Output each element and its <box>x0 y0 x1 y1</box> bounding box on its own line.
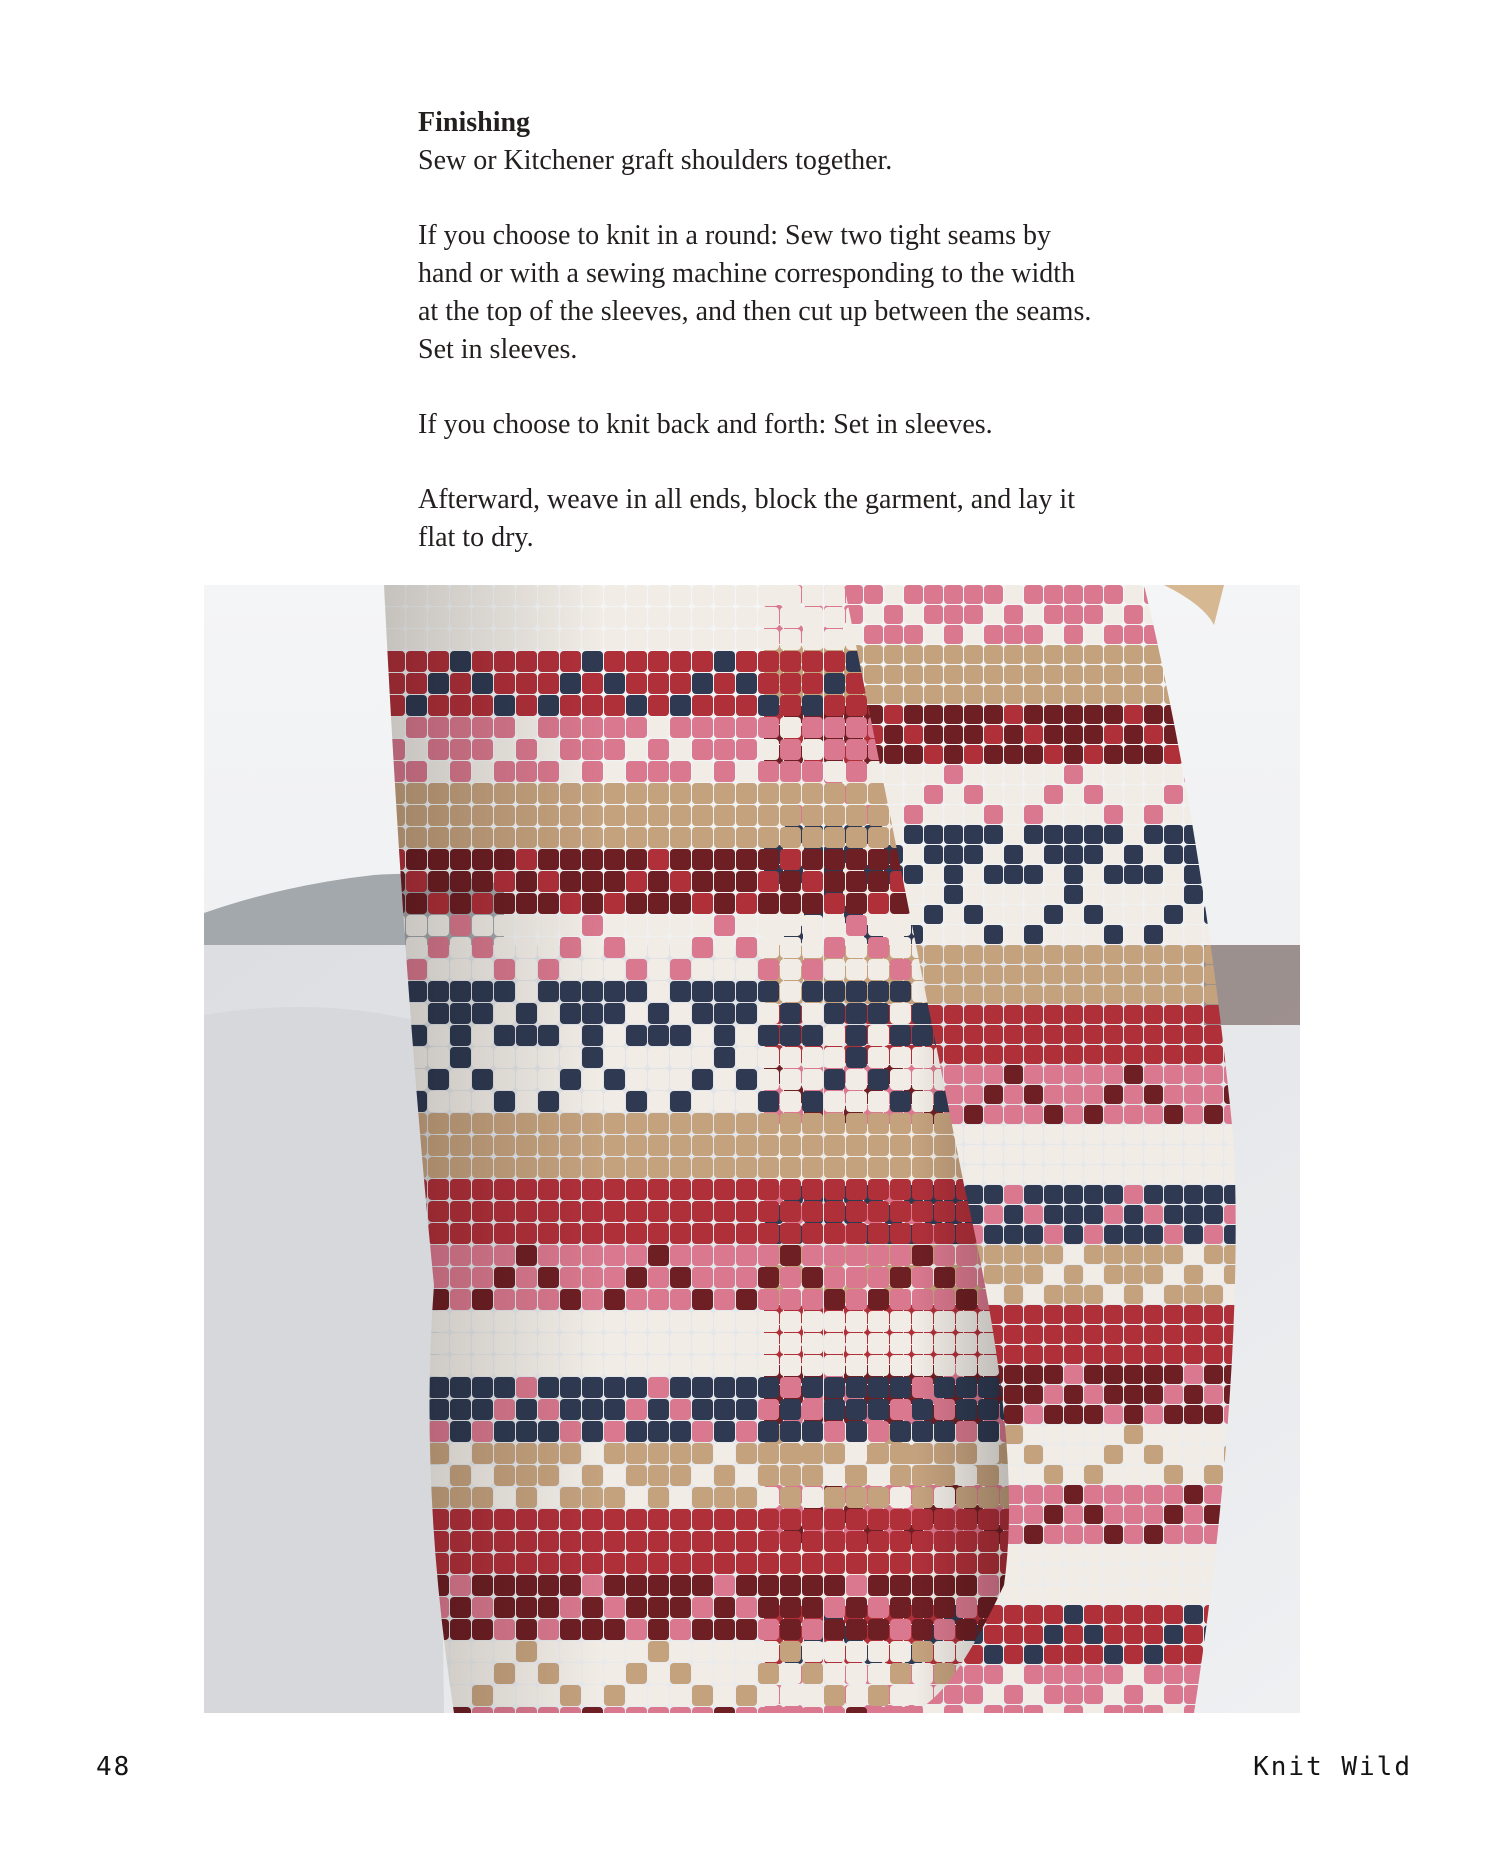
sweater-photo <box>204 585 1300 1713</box>
sweater-photo-illustration <box>204 585 1300 1713</box>
paragraph-knit-in-round: If you choose to knit in a round: Sew two tight seams by hand or with a sewing machine corresponding to the width at the top of the sleeves, and then cut up between the seams. Set in sleeves. <box>418 220 1092 365</box>
paragraph-afterward: Afterward, weave in all ends, block the garment, and lay it flat to dry. <box>418 484 1075 553</box>
paragraph-shoulders: Sew or Kitchener graft shoulders together. <box>418 145 893 176</box>
finishing-section <box>418 104 1098 594</box>
page-number: 48 <box>96 1752 132 1782</box>
section-heading: Finishing <box>418 107 531 138</box>
book-title: Knit Wild <box>1253 1752 1412 1782</box>
paragraph-back-and-forth: If you choose to knit back and forth: Set in sleeves. <box>418 409 993 440</box>
finishing-first-paragraph <box>418 104 1098 180</box>
